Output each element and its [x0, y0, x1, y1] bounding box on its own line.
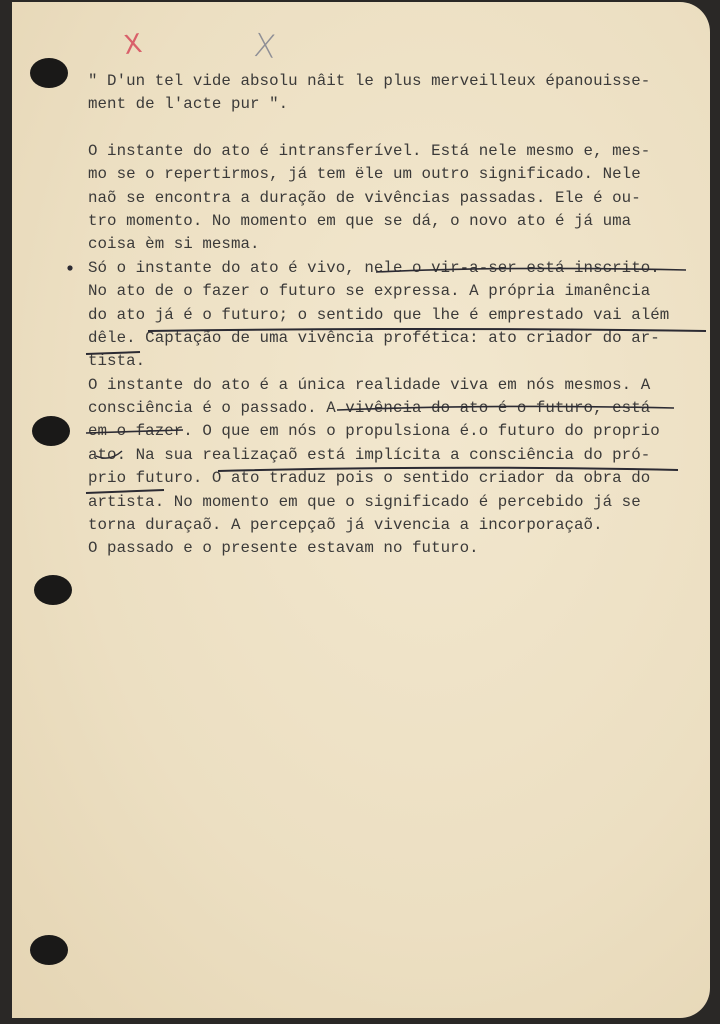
paragraph3-line-2: consciência é o passado. A vivência do ato é o futuro, está	[88, 399, 651, 418]
binder-hole-3	[34, 575, 72, 605]
binder-hole-1	[30, 58, 68, 88]
paragraph1-line-5: coisa èm si mesma.	[88, 235, 260, 254]
paragraph3-line-5: prio futuro. O ato traduz pois o sentido criador da obra do	[88, 469, 651, 488]
paragraph2-line-5: tista.	[88, 352, 146, 371]
binder-hole-4	[30, 935, 68, 965]
paragraph3-line-8: O passado e o presente estavam no futuro.	[88, 539, 479, 558]
quote-line-2: ment de l'acte pur ".	[88, 95, 289, 114]
paragraph1-line-3: naõ se encontra a duração de vivências passadas. Ele é ou-	[88, 188, 641, 207]
paragraph2-line-2: No ato de o fazer o futuro se expressa. A própria imanência	[88, 282, 651, 301]
paragraph3-line-1: O instante do ato é a única realidade viva em nós mesmos. A	[88, 375, 651, 394]
typed-text	[88, 70, 708, 561]
binder-hole-2	[32, 416, 70, 446]
paragraph3-line-4: ato. Na sua realizaçaõ está implícita a consciência do pró-	[88, 445, 651, 464]
paragraph3-line-3: em o fazer. O que em nós o propulsiona é.o futuro do proprio	[88, 422, 660, 441]
paragraph1-line-2: mo se o repertirmos, já tem ële um outro significado. Nele	[88, 165, 641, 184]
paragraph1-line-4: tro momento. No momento em que se dá, o novo ato é já uma	[88, 211, 632, 230]
paragraph2-line-3: do ato já é o futuro; o sentido que lhe é emprestado vai além	[88, 305, 670, 324]
paragraph1-line-1: O instante do ato é intransferível. Está nele mesmo e, mes-	[88, 141, 651, 160]
paragraph2-line-1: Só o instante do ato é vivo, nele o vir-a-ser está inscrito.	[88, 258, 660, 277]
red-x-mark: X	[121, 28, 144, 62]
pencil-x-mark: X	[252, 25, 278, 67]
paragraph3-line-7: torna duraçaõ. A percepçaõ já vivencia a incorporaçaõ.	[88, 516, 603, 535]
paragraph2-line-4: dêle. Captação de uma vivência profética: ato criador do ar-	[88, 328, 660, 347]
paragraph3-line-6: artista. No momento em que o significado é percebido já se	[88, 492, 641, 511]
quote-line-1: " D'un tel vide absolu nâit le plus merveilleux épanouisse-	[88, 72, 651, 90]
